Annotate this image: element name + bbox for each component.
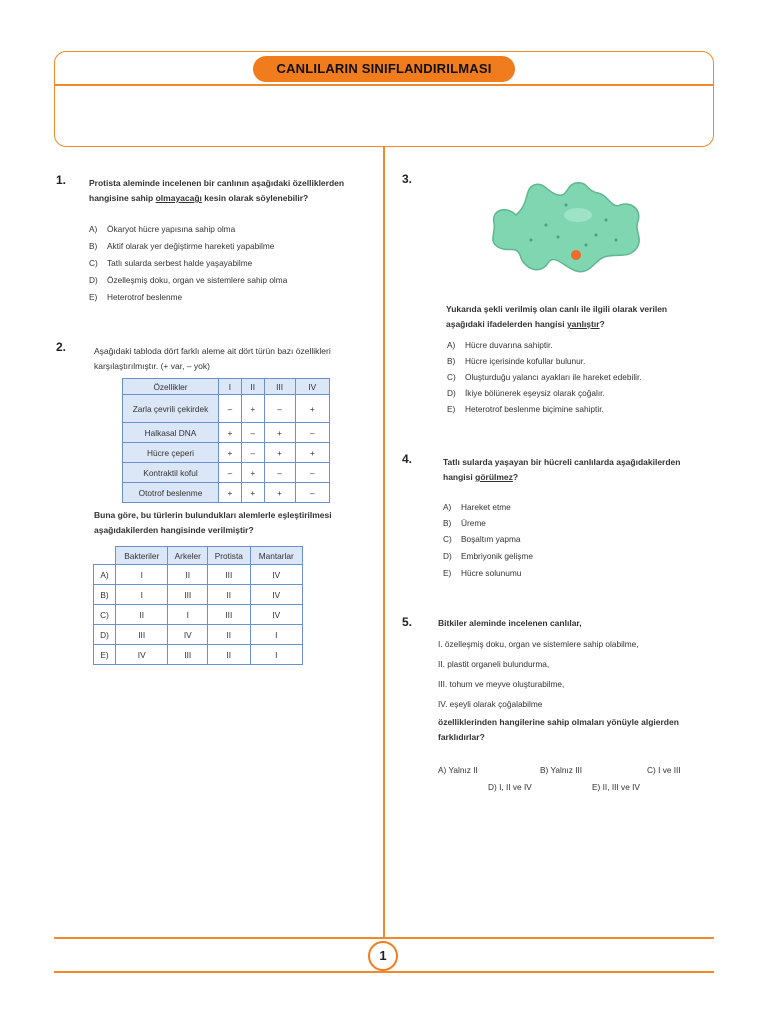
q5-item-3: III. tohum ve meyve oluşturabilme, xyxy=(438,679,565,689)
q3-option-b[interactable]: B) Hücre içerisinde kofullar bulunur. xyxy=(447,356,586,366)
table-cell: A) xyxy=(94,565,116,585)
table-cell: I xyxy=(116,565,168,585)
q1-option-d[interactable]: D) Özelleşmiş doku, organ ve sistemlere sahip olma xyxy=(89,275,288,285)
q2-number: 2. xyxy=(56,340,67,354)
table-cell: Ototrof beslenme xyxy=(123,483,219,503)
q2-question: Buna göre, bu türlerin bulundukları alemlerle eşleştirilmesi aşağıdakilerden hangisinde verilmiştir? xyxy=(94,510,332,535)
q4-option-a[interactable]: A) Hareket etme xyxy=(443,502,511,512)
table-cell: II xyxy=(208,625,250,645)
table-cell: E) xyxy=(94,645,116,665)
table-cell: – xyxy=(219,395,242,423)
table-cell: Zarla çevrili çekirdek xyxy=(123,395,219,423)
footer-line-bottom xyxy=(54,971,714,973)
column-divider xyxy=(383,147,385,937)
table-cell: III xyxy=(168,585,208,605)
q4-number: 4. xyxy=(402,452,413,466)
page-title: CANLILARIN SINIFLANDIRILMASI xyxy=(253,56,515,82)
table-cell: IV xyxy=(116,645,168,665)
table-cell: Kontraktil koful xyxy=(123,463,219,483)
table-cell: I xyxy=(116,585,168,605)
table-cell: + xyxy=(264,423,295,443)
q5-option-e[interactable]: E) II, III ve IV xyxy=(592,782,640,792)
amoeba-illustration xyxy=(486,175,646,280)
table-cell: D) xyxy=(94,625,116,645)
table-cell: – xyxy=(219,463,242,483)
table-cell: I xyxy=(168,605,208,625)
table-header: Bakteriler xyxy=(116,547,168,565)
table-row xyxy=(123,483,330,503)
table-cell: + xyxy=(219,423,242,443)
table-header: I xyxy=(219,379,242,395)
table-cell: II xyxy=(116,605,168,625)
table-header: III xyxy=(264,379,295,395)
table-cell: III xyxy=(168,645,208,665)
table-row xyxy=(123,423,330,443)
q1-number: 1. xyxy=(56,173,67,187)
table-row xyxy=(123,395,330,423)
table-header: Mantarlar xyxy=(250,547,302,565)
features-table xyxy=(122,378,330,503)
table-row[interactable] xyxy=(94,585,303,605)
q4-option-b[interactable]: B) Üreme xyxy=(443,518,486,528)
table-header: IV xyxy=(295,379,329,395)
q5-intro: Bitkiler aleminde incelenen canlılar, xyxy=(438,618,582,628)
table-cell: – xyxy=(264,395,295,423)
table-cell: + xyxy=(241,483,264,503)
q1-option-e[interactable]: E) Heterotrof beslenme xyxy=(89,292,183,302)
table-cell: Halkasal DNA xyxy=(123,423,219,443)
table-cell: – xyxy=(295,423,329,443)
table-cell: IV xyxy=(250,565,302,585)
table-cell: – xyxy=(295,463,329,483)
table-cell: I xyxy=(250,645,302,665)
q4-option-c[interactable]: C) Boşaltım yapma xyxy=(443,534,521,544)
q1-option-a[interactable]: A) Ökaryot hücre yapısına sahip olma xyxy=(89,224,236,234)
q5-option-d[interactable]: D) I, II ve IV xyxy=(488,782,532,792)
header-divider xyxy=(54,84,714,86)
table-cell: + xyxy=(219,443,242,463)
table-cell: + xyxy=(264,443,295,463)
q3-option-a[interactable]: A) Hücre duvarına sahiptir. xyxy=(447,340,553,350)
q3-option-e[interactable]: E) Heterotrof beslenme biçimine sahiptir. xyxy=(447,404,604,414)
table-cell: – xyxy=(241,443,264,463)
table-cell: IV xyxy=(250,585,302,605)
table-cell: + xyxy=(264,483,295,503)
table-cell: Hücre çeperi xyxy=(123,443,219,463)
q2-intro: Aşağıdaki tabloda dört farklı aleme ait dört türün bazı özellikleri karşılaştırılmıştır. (+ var, – yok) xyxy=(94,346,331,371)
q1-option-c[interactable]: C) Tatlı sularda serbest halde yaşayabilme xyxy=(89,258,253,268)
q5-question: özelliklerinden hangilerine sahip olmaları yönüyle algierden farklıdırlar? xyxy=(438,717,679,742)
table-cell: III xyxy=(208,565,250,585)
q3-option-d[interactable]: D) İkiye bölünerek eşeysiz olarak çoğalır. xyxy=(447,388,605,398)
table-cell: III xyxy=(208,605,250,625)
table-cell: + xyxy=(219,483,242,503)
table-row[interactable] xyxy=(94,645,303,665)
page-number: 1 xyxy=(368,941,398,971)
table-row[interactable] xyxy=(94,605,303,625)
q5-item-1: I. özelleşmiş doku, organ ve sistemlere sahip olabilme, xyxy=(438,639,639,649)
table-cell: II xyxy=(168,565,208,585)
table-cell: B) xyxy=(94,585,116,605)
q5-number: 5. xyxy=(402,615,413,629)
q3-number: 3. xyxy=(402,172,413,186)
table-cell: + xyxy=(241,463,264,483)
table-cell: – xyxy=(241,423,264,443)
q4-option-d[interactable]: D) Embriyonik gelişme xyxy=(443,551,533,561)
table-cell: – xyxy=(264,463,295,483)
table-row xyxy=(123,463,330,483)
q1-stem: Protista aleminde incelenen bir canlının aşağıdaki özelliklerden hangisine sahip olmayacağı kesin olarak söylenebilir? xyxy=(89,178,345,203)
table-cell: + xyxy=(241,395,264,423)
footer-line-top xyxy=(54,937,714,939)
q5-item-4: IV. eşeyli olarak çoğalabilme xyxy=(438,699,543,709)
table-cell: C) xyxy=(94,605,116,625)
table-cell: I xyxy=(250,625,302,645)
table-header: Arkeler xyxy=(168,547,208,565)
table-cell: – xyxy=(295,483,329,503)
table-header: Özellikler xyxy=(123,379,219,395)
q4-stem: Tatlı sularda yaşayan bir hücreli canlılarda aşağıdakilerden hangisi görülmez? xyxy=(443,457,681,482)
table-header xyxy=(94,547,116,565)
table-cell: III xyxy=(116,625,168,645)
table-cell: II xyxy=(208,585,250,605)
q3-option-c[interactable]: C) Oluşturduğu yalancı ayakları ile hareket edebilir. xyxy=(447,372,642,382)
q5-option-b[interactable]: B) Yalnız III xyxy=(540,765,583,775)
table-cell: IV xyxy=(250,605,302,625)
table-row[interactable] xyxy=(94,625,303,645)
q4-option-e[interactable]: E) Hücre solunumu xyxy=(443,568,522,578)
table-row[interactable] xyxy=(94,565,303,585)
table-header: Protista xyxy=(208,547,250,565)
q5-item-2: II. plastit organeli bulundurma, xyxy=(438,659,550,669)
table-header: II xyxy=(241,379,264,395)
q5-option-c[interactable]: C) I ve III xyxy=(647,765,681,775)
table-cell: II xyxy=(208,645,250,665)
q5-option-a[interactable]: A) Yalnız II xyxy=(438,765,478,775)
table-cell: + xyxy=(295,443,329,463)
table-cell: IV xyxy=(168,625,208,645)
q1-option-b[interactable]: B) Aktif olarak yer değiştirme hareketi yapabilme xyxy=(89,241,275,251)
q3-stem: Yukarıda şekli verilmiş olan canlı ile ilgili olarak verilen aşağıdaki ifadelerden hangisi yanlıştır? xyxy=(446,304,668,329)
table-row xyxy=(123,443,330,463)
kingdom-match-table xyxy=(93,546,303,665)
table-cell: + xyxy=(295,395,329,423)
